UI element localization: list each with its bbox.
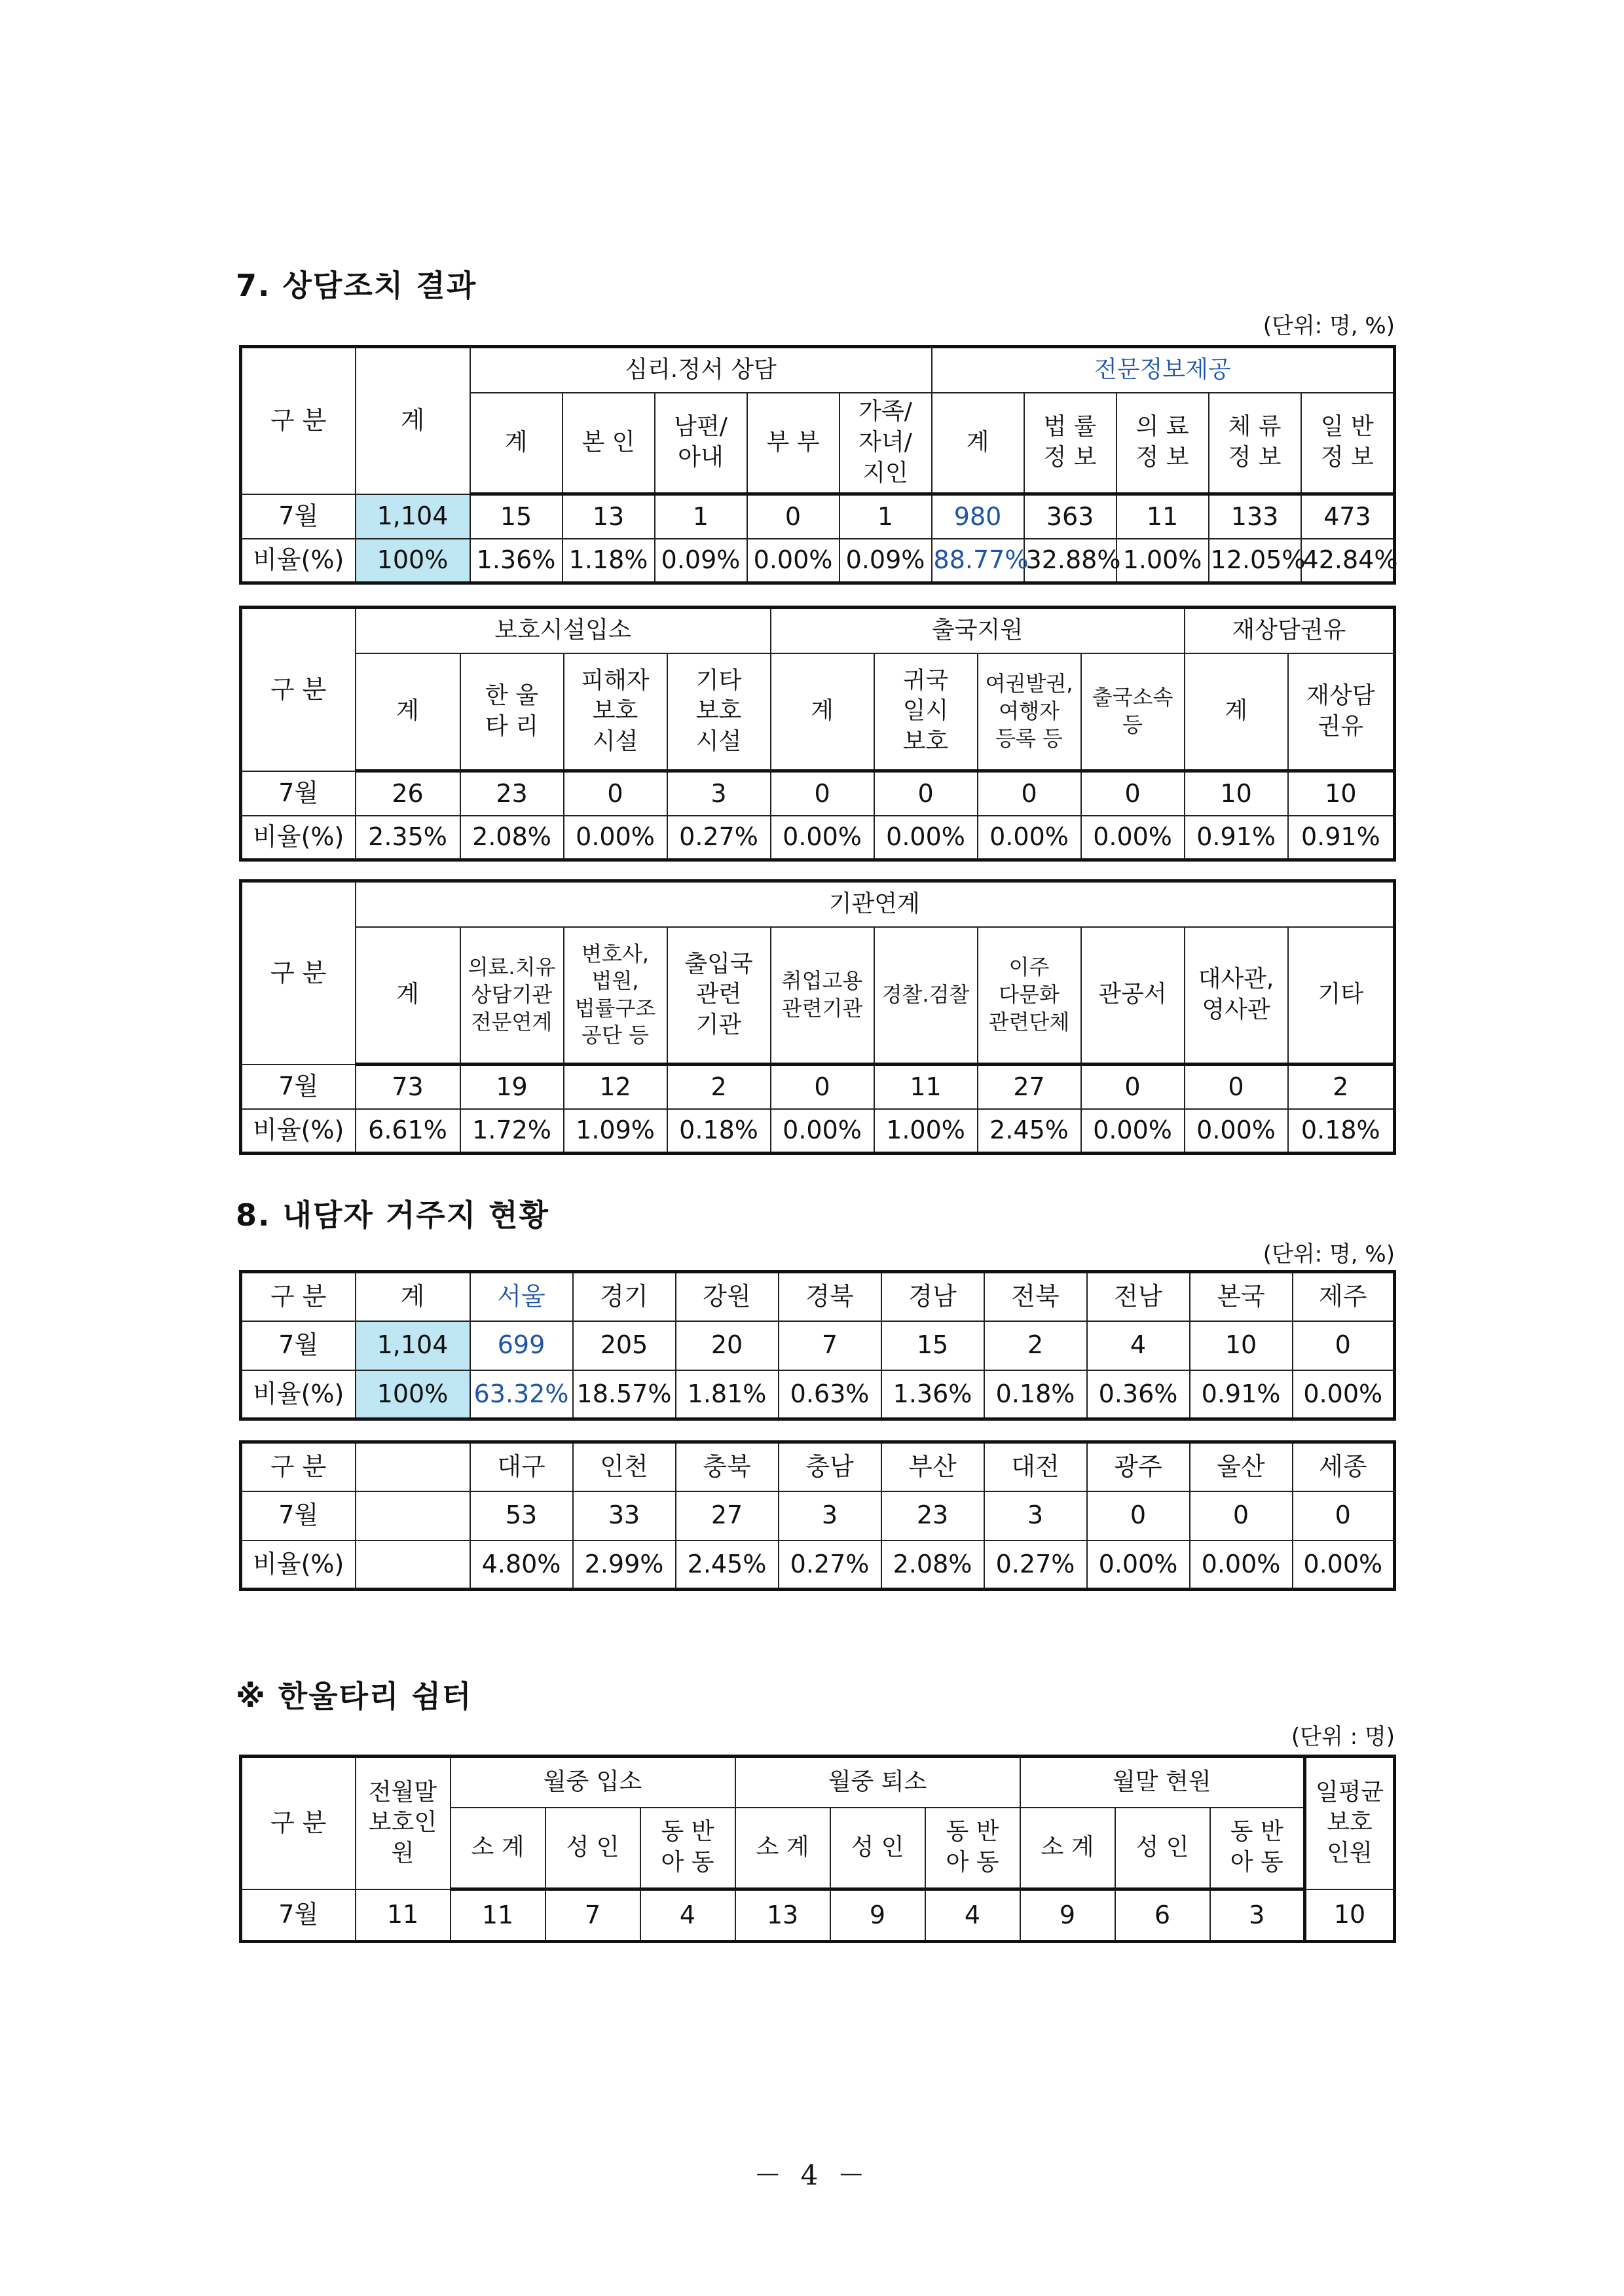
- sub-header: 본 인: [563, 393, 655, 494]
- cell: 1.18%: [563, 539, 655, 583]
- cell: 전남: [1087, 1272, 1190, 1321]
- cell: 4.80%: [470, 1540, 573, 1590]
- cell: 20: [676, 1321, 779, 1370]
- cell: 12.05%: [1209, 539, 1301, 583]
- cell: 15: [881, 1321, 984, 1370]
- cell: 10: [1305, 1889, 1395, 1942]
- cell: 27: [978, 1065, 1081, 1109]
- sub-header: 한 울 타 리: [460, 653, 564, 771]
- cell: 0: [1081, 771, 1185, 816]
- cell: 4: [925, 1889, 1020, 1942]
- col-gubun: 구 분: [241, 608, 356, 771]
- cell: 경남: [881, 1272, 984, 1321]
- sub-header: 체 류 정 보: [1209, 393, 1301, 494]
- group-current: 월말 현원: [1020, 1757, 1305, 1808]
- cell: 경기: [573, 1272, 676, 1321]
- cell: 11: [451, 1889, 545, 1942]
- cell: 9: [1020, 1889, 1115, 1942]
- cell: 0.27%: [667, 816, 771, 860]
- section-7-title: 7. 상담조치 결과: [236, 268, 477, 303]
- group-discharge: 월중 퇴소: [735, 1757, 1020, 1808]
- cell: 32.88%: [1024, 539, 1116, 583]
- cell: 27: [676, 1491, 779, 1540]
- group-psych: 심리.정서 상담: [470, 347, 932, 393]
- cell: 충북: [676, 1442, 779, 1491]
- cell: 699: [470, 1321, 573, 1370]
- cell: 대구: [470, 1442, 573, 1491]
- cell: 7월: [241, 771, 356, 816]
- table-row: [241, 1491, 1395, 1540]
- cell: 11: [356, 1889, 451, 1942]
- cell: 2.45%: [676, 1540, 779, 1590]
- cell: 1.81%: [676, 1370, 779, 1419]
- cell: 473: [1301, 494, 1395, 539]
- table-row: [241, 1065, 1395, 1109]
- cell: 0: [771, 771, 874, 816]
- cell: 0.00%: [1087, 1540, 1190, 1590]
- cell: 7월: [241, 1889, 356, 1942]
- cell: 0.36%: [1087, 1370, 1190, 1419]
- cell: 0.00%: [1185, 1109, 1288, 1154]
- cell: 비율(%): [241, 539, 356, 583]
- cell: 0.00%: [771, 816, 874, 860]
- cell: 18.57%: [573, 1370, 676, 1419]
- cell: 63.32%: [470, 1370, 573, 1419]
- sub-header: 소 계: [735, 1808, 830, 1889]
- sub-header: 출입국 관련 기관: [667, 927, 771, 1065]
- group-info: 전문정보제공: [932, 347, 1395, 393]
- cell: 7월: [241, 1491, 356, 1540]
- cell: 23: [460, 771, 564, 816]
- cell: 11: [874, 1065, 978, 1109]
- cell: 1,104: [356, 494, 470, 539]
- cell: 0.00%: [747, 539, 840, 583]
- sub-header: 계: [771, 653, 874, 771]
- col-gubun: 구 분: [241, 881, 356, 1065]
- cell: 0.09%: [655, 539, 747, 583]
- cell: [356, 1491, 470, 1540]
- sub-header: 계: [356, 653, 460, 771]
- cell: 4: [1087, 1321, 1190, 1370]
- cell: 비율(%): [241, 1370, 356, 1419]
- cell: 0.00%: [1081, 1109, 1185, 1154]
- cell: 0: [874, 771, 978, 816]
- cell: 6.61%: [356, 1109, 460, 1154]
- shelter-unit: (단위 : 명): [1291, 1724, 1395, 1750]
- cell: 12: [564, 1065, 667, 1109]
- cell: 구 분: [241, 1442, 356, 1491]
- cell: 0: [1087, 1491, 1190, 1540]
- sub-header: 성 인: [1115, 1808, 1210, 1889]
- col-gubun: 구 분: [241, 347, 356, 494]
- cell: 7: [545, 1889, 640, 1942]
- cell: 980: [932, 494, 1024, 539]
- sub-header: 계: [470, 393, 563, 494]
- sub-header: 기타 보호 시설: [667, 653, 771, 771]
- cell: 0.27%: [984, 1540, 1087, 1590]
- cell: 7월: [241, 1321, 356, 1370]
- section-8-title: 8. 내담자 거주지 현황: [236, 1197, 550, 1233]
- col-gubun: 구 분: [241, 1757, 356, 1889]
- col-prev-month: 전월말 보호인원: [356, 1757, 451, 1889]
- cell: 강원: [676, 1272, 779, 1321]
- sub-header: 계: [1185, 653, 1288, 771]
- cell: 0.63%: [779, 1370, 881, 1419]
- cell: 1.36%: [881, 1370, 984, 1419]
- cell: [356, 1442, 470, 1491]
- cell: 0.00%: [564, 816, 667, 860]
- cell: 구 분: [241, 1272, 356, 1321]
- cell: 대전: [984, 1442, 1087, 1491]
- sub-header: 계: [932, 393, 1024, 494]
- sub-header: 성 인: [830, 1808, 925, 1889]
- sub-header: 귀국 일시 보호: [874, 653, 978, 771]
- sub-header: 의료.치유 상담기관 전문연계: [460, 927, 564, 1065]
- cell: 0: [1293, 1491, 1395, 1540]
- cell: 2.99%: [573, 1540, 676, 1590]
- group-agency: 기관연계: [356, 881, 1395, 927]
- group-admission: 월중 입소: [451, 1757, 735, 1808]
- cell: 1: [655, 494, 747, 539]
- cell: 제주: [1293, 1272, 1395, 1321]
- cell: 9: [830, 1889, 925, 1942]
- residence-table-1: [239, 1270, 1396, 1421]
- cell: 2.35%: [356, 816, 460, 860]
- cell: 1: [840, 494, 932, 539]
- cell: 1.36%: [470, 539, 563, 583]
- section-8-unit: (단위: 명, %): [1263, 1241, 1395, 1267]
- group-shelter: 보호시설입소: [356, 608, 771, 653]
- sub-header: 동 반 아 동: [925, 1808, 1020, 1889]
- cell: 0.18%: [1288, 1109, 1395, 1154]
- cell: 73: [356, 1065, 460, 1109]
- cell: 33: [573, 1491, 676, 1540]
- cell: 1.72%: [460, 1109, 564, 1154]
- cell: 10: [1190, 1321, 1293, 1370]
- cell: 0: [1081, 1065, 1185, 1109]
- cell: 10: [1185, 771, 1288, 816]
- cell: 2: [667, 1065, 771, 1109]
- sub-header: 소 계: [451, 1808, 545, 1889]
- cell: 0.00%: [1081, 816, 1185, 860]
- sub-header: 부 부: [747, 393, 840, 494]
- cell: 1.00%: [874, 1109, 978, 1154]
- sub-header: 법 률 정 보: [1024, 393, 1116, 494]
- counseling-table-3: [239, 879, 1396, 1155]
- cell: 세종: [1293, 1442, 1395, 1491]
- cell: 서울: [470, 1272, 573, 1321]
- cell: 3: [984, 1491, 1087, 1540]
- sub-header: 일 반 정 보: [1301, 393, 1395, 494]
- cell: 0.00%: [1293, 1370, 1395, 1419]
- cell: 363: [1024, 494, 1116, 539]
- cell: 본국: [1190, 1272, 1293, 1321]
- cell: 205: [573, 1321, 676, 1370]
- cell: 0.91%: [1288, 816, 1395, 860]
- cell: 비율(%): [241, 816, 356, 860]
- cell: 울산: [1190, 1442, 1293, 1491]
- table-row: [241, 816, 1395, 860]
- sub-header: 재상담 권유: [1288, 653, 1395, 771]
- cell: 19: [460, 1065, 564, 1109]
- cell: 26: [356, 771, 460, 816]
- table-row: [241, 494, 1395, 539]
- cell: 전북: [984, 1272, 1087, 1321]
- table-row: [241, 771, 1395, 816]
- sub-header: 성 인: [545, 1808, 640, 1889]
- col-daily-avg: 일평균 보호 인원: [1305, 1757, 1395, 1889]
- cell: 4: [640, 1889, 735, 1942]
- cell: 0.91%: [1185, 816, 1288, 860]
- sub-header: 소 계: [1020, 1808, 1115, 1889]
- cell: 0: [771, 1065, 874, 1109]
- cell: 0: [1190, 1491, 1293, 1540]
- cell: 광주: [1087, 1442, 1190, 1491]
- cell: 15: [470, 494, 563, 539]
- cell: 비율(%): [241, 1109, 356, 1154]
- cell: 2.08%: [460, 816, 564, 860]
- shelter-table: [239, 1755, 1396, 1943]
- cell: 1.09%: [564, 1109, 667, 1154]
- cell: 0.27%: [779, 1540, 881, 1590]
- page-number: － 4 －: [754, 2159, 870, 2191]
- counseling-table-1: [239, 345, 1396, 585]
- sub-header: 동 반 아 동: [640, 1808, 735, 1889]
- table-header-row: [241, 1442, 1395, 1491]
- cell: 0.18%: [667, 1109, 771, 1154]
- cell: 3: [1210, 1889, 1305, 1942]
- group-departure: 출국지원: [771, 608, 1185, 653]
- cell: 0.09%: [840, 539, 932, 583]
- sub-header: 대사관, 영사관: [1185, 927, 1288, 1065]
- sub-header: 출국소속 등: [1081, 653, 1185, 771]
- sub-header: 가족/ 자녀/ 지인: [840, 393, 932, 494]
- cell: 11: [1116, 494, 1209, 539]
- sub-header: 동 반 아 동: [1210, 1808, 1305, 1889]
- cell: 2: [984, 1321, 1087, 1370]
- sub-header: 취업고용 관련기관: [771, 927, 874, 1065]
- cell: 42.84%: [1301, 539, 1395, 583]
- cell: 0: [1185, 1065, 1288, 1109]
- table-row: [241, 539, 1395, 583]
- col-total: 계: [356, 347, 470, 494]
- cell: 부산: [881, 1442, 984, 1491]
- cell: 비율(%): [241, 1540, 356, 1590]
- cell: 0.00%: [1190, 1540, 1293, 1590]
- cell: 0.00%: [1293, 1540, 1395, 1590]
- sub-header: 관공서: [1081, 927, 1185, 1065]
- sub-header: 계: [356, 927, 460, 1065]
- sub-header: 변호사, 법원, 법률구조 공단 등: [564, 927, 667, 1065]
- sub-header: 이주 다문화 관련단체: [978, 927, 1081, 1065]
- sub-header: 기타: [1288, 927, 1395, 1065]
- cell: 7월: [241, 1065, 356, 1109]
- cell: 133: [1209, 494, 1301, 539]
- table-row: [241, 1889, 1395, 1942]
- cell: 7: [779, 1321, 881, 1370]
- cell: 1.00%: [1116, 539, 1209, 583]
- cell: 3: [667, 771, 771, 816]
- cell: 23: [881, 1491, 984, 1540]
- cell: 0: [1293, 1321, 1395, 1370]
- cell: 2: [1288, 1065, 1395, 1109]
- sub-header: 여권발권, 여행자 등록 등: [978, 653, 1081, 771]
- cell: 0: [564, 771, 667, 816]
- cell: 인천: [573, 1442, 676, 1491]
- counseling-table-2: [239, 606, 1396, 862]
- cell: 13: [563, 494, 655, 539]
- cell: 3: [779, 1491, 881, 1540]
- cell: 10: [1288, 771, 1395, 816]
- cell: 0: [978, 771, 1081, 816]
- section-7-unit: (단위: 명, %): [1263, 313, 1395, 339]
- cell: 경북: [779, 1272, 881, 1321]
- cell: 0.00%: [771, 1109, 874, 1154]
- cell: 7월: [241, 494, 356, 539]
- table-row: [241, 1370, 1395, 1419]
- cell: 계: [356, 1272, 470, 1321]
- cell: 100%: [356, 1370, 470, 1419]
- sub-header: 피해자 보호 시설: [564, 653, 667, 771]
- cell: 2.45%: [978, 1109, 1081, 1154]
- cell: 0.00%: [874, 816, 978, 860]
- cell: [356, 1540, 470, 1590]
- group-recounsel: 재상담권유: [1185, 608, 1395, 653]
- residence-table-2: [239, 1440, 1396, 1591]
- cell: 2.08%: [881, 1540, 984, 1590]
- cell: 충남: [779, 1442, 881, 1491]
- shelter-title: ※ 한울타리 쉼터: [236, 1679, 473, 1714]
- cell: 53: [470, 1491, 573, 1540]
- cell: 6: [1115, 1889, 1210, 1942]
- table-row: [241, 1321, 1395, 1370]
- cell: 0.00%: [978, 816, 1081, 860]
- table-header-row: [241, 1272, 1395, 1321]
- cell: 88.77%: [932, 539, 1024, 583]
- cell: 0.91%: [1190, 1370, 1293, 1419]
- cell: 0: [747, 494, 840, 539]
- cell: 0.18%: [984, 1370, 1087, 1419]
- cell: 13: [735, 1889, 830, 1942]
- sub-header: 경찰.검찰: [874, 927, 978, 1065]
- cell: 1,104: [356, 1321, 470, 1370]
- table-row: [241, 1540, 1395, 1590]
- table-row: [241, 1109, 1395, 1154]
- cell: 100%: [356, 539, 470, 583]
- sub-header: 남편/ 아내: [655, 393, 747, 494]
- sub-header: 의 료 정 보: [1116, 393, 1209, 494]
